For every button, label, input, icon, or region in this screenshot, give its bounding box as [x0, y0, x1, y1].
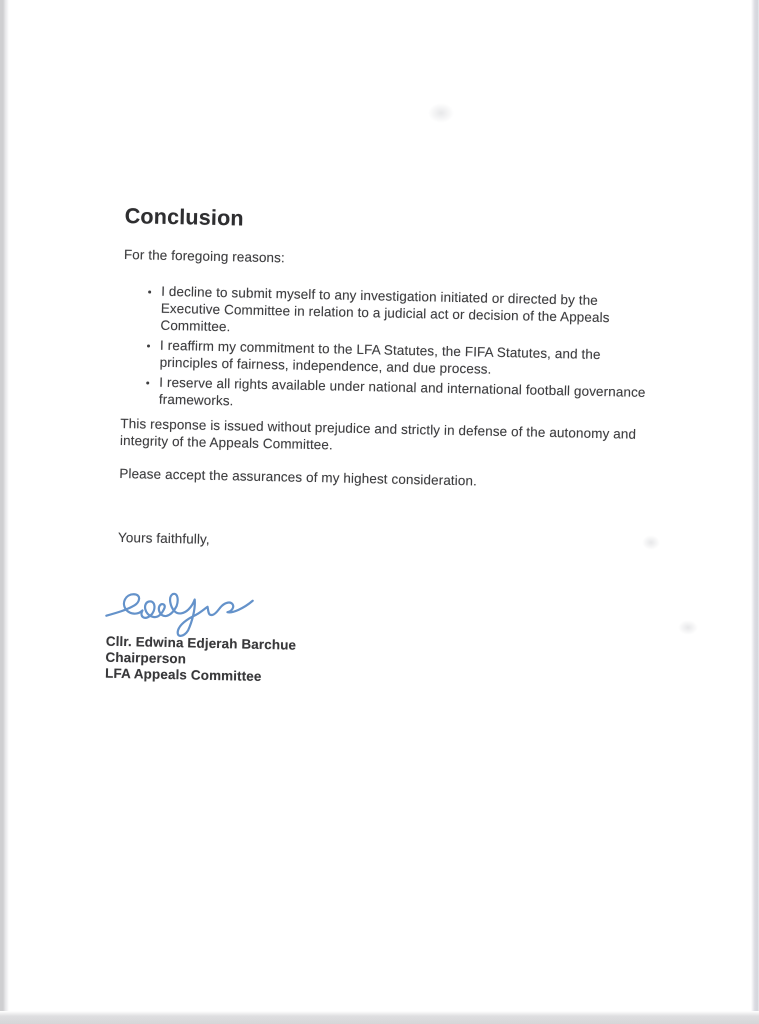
signer-title: Chairperson — [105, 649, 187, 667]
signer-organization: LFA Appeals Committee — [104, 666, 262, 685]
scan-edge-bottom — [0, 1011, 759, 1024]
valediction: Yours faithfully, — [117, 529, 210, 547]
bullet-item-reaffirm: • I reaffirm my commitment to the LFA Statutes, the FIFA Statutes, and the principles of fairness, independence, and due process. — [159, 337, 707, 382]
signature-block — [105, 634, 701, 695]
scan-smudge — [428, 103, 454, 123]
assurance-line: Please accept the assurances of my highest consideration. — [119, 465, 478, 489]
letter-body — [104, 203, 710, 695]
section-heading: Conclusion — [124, 203, 245, 231]
bullet-item-decline: • I decline to submit myself to any investigation initiated or directed by the Executive Committee in relation to a judicial act or decision of the Appeals Committee. — [160, 283, 708, 345]
scan-edge-left — [0, 0, 9, 1024]
signer-name: Cllr. Edwina Edjerah Barchue — [105, 633, 297, 653]
bullet-item-reserve: • I reserve all rights available under national and international football governance frameworks. — [159, 374, 707, 419]
scan-edge-right — [751, 0, 759, 1024]
bullet-list — [121, 282, 708, 419]
closing-paragraph: This response is issued without prejudice and strictly in defense of the autonomy and integrity of the Appeals Committee. — [119, 415, 637, 453]
intro-line: For the foregoing reasons: — [123, 246, 285, 266]
